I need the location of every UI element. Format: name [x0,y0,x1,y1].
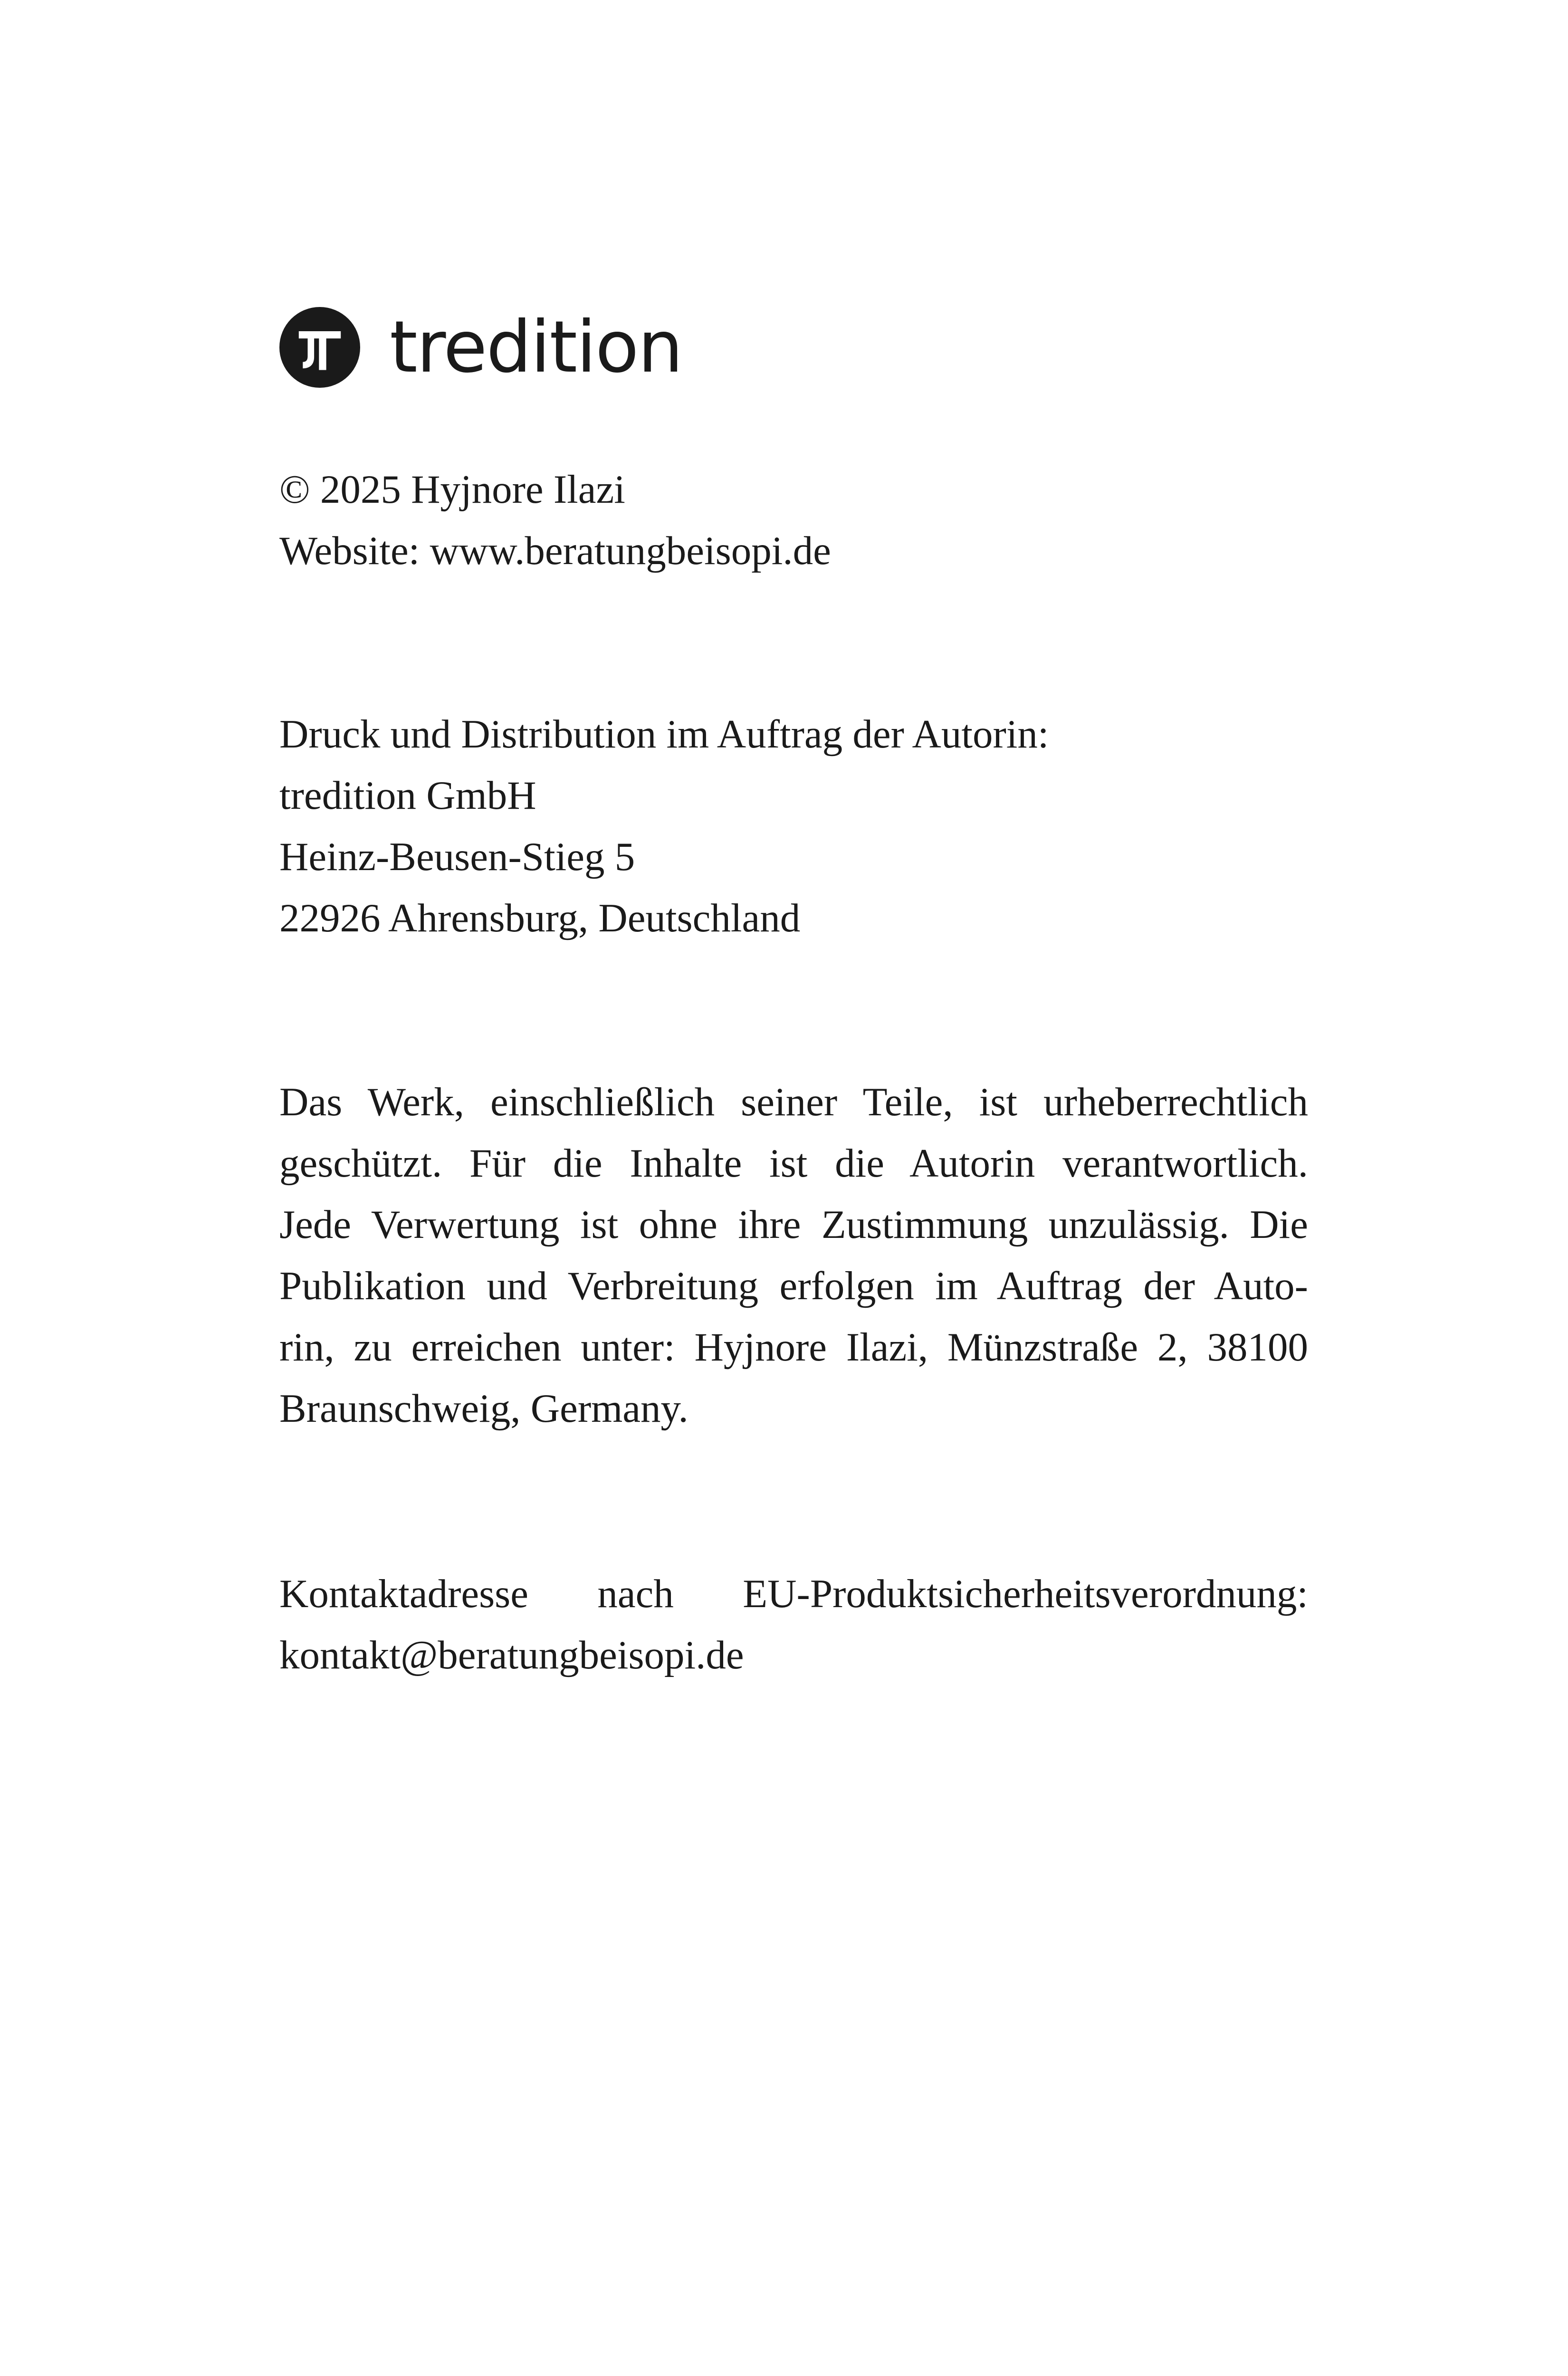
distribution-block [279,704,1308,949]
legal-line: Jede Verwertung ist ohne ihre Zustimmung unzulässig. Die [279,1202,1308,1247]
legal-line: Das Werk, einschließlich seiner Teile, ist urheberrechtlich [279,1080,1308,1124]
contact-block [279,1563,1308,1686]
distribution-company: tredition GmbH [279,773,536,818]
logo-wordmark: tredition [390,306,682,389]
legal-notice-block [279,1072,1308,1439]
tredition-logo-icon [279,307,360,388]
distribution-street: Heinz-Beusen-Stieg 5 [279,834,635,879]
legal-line: rin, zu erreichen unter: Hyjnore Ilazi, Münzstraße 2, 38100 [279,1325,1308,1370]
legal-line: Braunschweig, Germany. [279,1386,688,1431]
website-line: Website: www.beratungbeisopi.de [279,528,831,573]
contact-heading: Kontaktadresse nach EU-Produktsicherheitsverordnung: [279,1571,1308,1616]
distribution-city: 22926 Ahrensburg, Deutschland [279,896,801,940]
legal-line: geschützt. Für die Inhalte ist die Autorin verantwortlich. [279,1141,1308,1186]
contact-email: kontakt@beratungbeisopi.de [279,1633,744,1677]
legal-line: Publikation und Verbreitung erfolgen im Auftrag der Auto- [279,1264,1308,1308]
copyright-line: © 2025 Hyjnore Ilazi [279,467,625,512]
publisher-logo [279,307,682,388]
distribution-heading: Druck und Distribution im Auftrag der Autorin: [279,712,1049,757]
copyright-block [279,459,1308,582]
